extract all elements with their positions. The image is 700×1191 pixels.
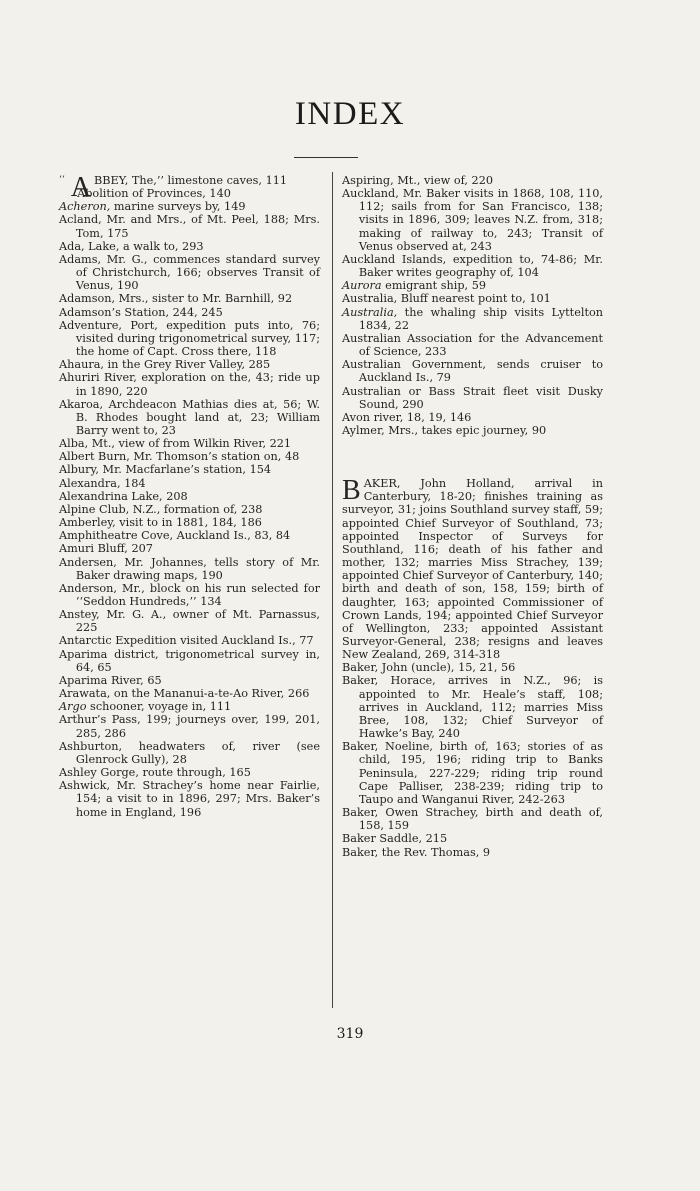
entry-text: Baker, Owen Strachey, birth and death of, 158, 159 [342, 806, 603, 833]
entry-text: the whaling ship visits Lyttelton 1834, 22 [358, 305, 603, 332]
index-entry [59, 213, 320, 239]
entry-text: Adams, Mr. G., commences standard survey of Christchurch, 166; observes Transit of Venus, 190 [59, 252, 320, 293]
index-entry [59, 687, 320, 700]
index-entry [59, 582, 320, 608]
index-entry [59, 700, 320, 713]
entry-text: Baker, the Rev. Thomas, 9 [342, 845, 491, 859]
entry-text: Baker, Horace, arrives in N.Z., 96; is appointed to Mr. Heale’s staff, 108; arrives in Auckland, 112; marries Miss Bree, 108, 132; Chief Surveyor of Hawke’s Bay, 240 [342, 674, 603, 741]
entry-text: Alexandra, 184 [59, 476, 146, 490]
index-entry-baker-john-holland [342, 477, 603, 661]
index-entry [59, 292, 320, 305]
index-entry [59, 503, 320, 516]
entry-italic-name: Aurora [342, 279, 382, 293]
index-entry [59, 200, 320, 213]
right-entry-list [342, 174, 603, 437]
index-entry [59, 187, 320, 200]
index-entry [342, 306, 603, 332]
entry-text: Anstey, Mr. G. A., owner of Mt. Parnassus, 225 [59, 608, 320, 635]
entry-text: Abolition of Provinces, 140 [77, 187, 231, 201]
entry-text: Baker, John (uncle), 15, 21, 56 [342, 661, 516, 675]
entry-text: Amphitheatre Cove, Auckland Is., 83, 84 [59, 529, 291, 543]
index-entry [59, 648, 320, 674]
index-entry [59, 306, 320, 319]
left-column [59, 174, 320, 819]
index-entry [342, 332, 603, 358]
entry-text: Aparima River, 65 [59, 673, 162, 687]
index-entry [59, 634, 320, 647]
entry-text: Anderson, Mr., block on his run selected for ‘‘Seddon Hundreds,’’ 134 [59, 581, 320, 608]
index-entry [342, 279, 603, 292]
entry-text: Baker Saddle, 215 [342, 832, 448, 846]
entry-text: Ada, Lake, a walk to, 293 [59, 239, 204, 253]
index-entry [342, 740, 603, 806]
entry-text: Amuri Bluff, 207 [59, 542, 153, 556]
entry-text: Antarctic Expedition visited Auckland Is., 77 [59, 634, 314, 648]
opening-quote: ‘‘ [59, 175, 65, 185]
index-entry [59, 779, 320, 818]
entry-italic-name: Acheron, [59, 200, 111, 214]
entry-text: Adventure, Port, expedition puts into, 76; visited during trigonometrical survey, 117; the home of Capt. Cross there, 118 [59, 318, 320, 359]
entry-text: Aylmer, Mrs., takes epic journey, 90 [342, 423, 547, 437]
entry-text: Alpine Club, N.Z., formation of, 238 [59, 502, 263, 516]
entry-text: Alba, Mt., view of from Wilkin River, 221 [59, 437, 292, 451]
index-entry [342, 292, 603, 305]
index-entry [342, 806, 603, 832]
entry-text: Australia, Bluff nearest point to, 101 [342, 292, 551, 306]
index-entry [59, 437, 320, 450]
index-entry [342, 661, 603, 674]
entry-text: Baker, Noeline, birth of, 163; stories of as child, 195, 196; riding trip to Banks Peninsula, 227-229; riding trip round Cape Palliser, 238-239; riding trip to Taupo and Wanganui River, 242-263 [342, 740, 603, 806]
index-entry [59, 740, 320, 766]
index-entry [342, 358, 603, 384]
entry-text: Auckland, Mr. Baker visits in 1868, 108, 110, 112; sails from for San Francisco, 138; visits in 1896, 309; leaves N.Z. from, 318; making of railway to, 243; Transit of Venus observed at, 243 [342, 187, 603, 253]
entry-text: emigrant ship, 59 [381, 279, 487, 293]
index-entry [59, 477, 320, 490]
index-entry [59, 766, 320, 779]
page-title: INDEX [294, 96, 406, 132]
entry-text: Acland, Mr. and Mrs., of Mt. Peel, 188; Mrs. Tom, 175 [59, 213, 320, 240]
entry-italic-name: Australia, [342, 305, 398, 319]
entry-text: Australian Government, sends cruiser to Auckland Is., 79 [342, 358, 603, 385]
entry-text: Arawata, on the Mananui-a-te-Ao River, 266 [59, 687, 310, 701]
entry-text: Auckland Islands, expedition to, 74-86; Mr. Baker writes geography of, 104 [342, 252, 603, 280]
entry-text: Ashley Gorge, route through, 165 [59, 766, 251, 780]
index-entry [59, 358, 320, 371]
entry-text: Australian Association for the Advancement of Science, 233 [342, 331, 603, 359]
entry-text: Aspiring, Mt., view of, 220 [342, 174, 494, 187]
entry-text: Alexandrina Lake, 208 [59, 489, 188, 503]
index-entry [59, 319, 320, 358]
index-entry [59, 490, 320, 503]
entry-text: Arthur’s Pass, 199; journeys over, 199, 201, 285, 286 [59, 713, 320, 740]
index-entry [342, 385, 603, 411]
index-entry [342, 253, 603, 279]
entry-text: Albert Burn, Mr. Thomson’s station on, 48 [59, 450, 300, 464]
entry-text: schooner, voyage in, 111 [86, 700, 232, 714]
entry-text: Australian or Bass Strait fleet visit Dusky Sound, 290 [342, 384, 603, 411]
entry-italic-name: Argo [59, 700, 87, 714]
index-entry [59, 713, 320, 739]
entry-text: AKER, John Holland, arrival in Canterbury, 18-20; finishes training as surveyor, 31; joins Southland survey staff, 59; appointed Chief Surveyor of Southland, 73; appointed Inspector of Surveys for Southland, 116; death of his father and mother, 132; marries Miss Strachey, 139; appointed Chief Surveyor of Canterbury, 140; birth and death of son, 158, 159; birth of daughter, 163; appointed Commissioner of Crown Lands, 194; appointed Chief Surveyor of Wellington, 233; appointed Assistant Surveyor-General, 238; resigns and leaves New Zealand, 269, 314-318 [342, 477, 603, 662]
b-entry-list [342, 661, 603, 858]
entry-text: BBEY, The,’’ limestone caves, 111 [93, 174, 288, 187]
drop-cap-a: A [70, 172, 91, 203]
index-entry [59, 674, 320, 687]
entry-text: Albury, Mr. Macfarlane’s station, 154 [59, 463, 272, 477]
index-entry [59, 608, 320, 634]
index-entry [59, 529, 320, 542]
entry-text: Avon river, 18, 19, 146 [342, 410, 472, 424]
page-number: 319 [336, 1026, 364, 1042]
column-divider [332, 172, 333, 1008]
title-rule [294, 157, 358, 158]
entry-text: Ahuriri River, exploration on the, 43; ride up in 1890, 220 [59, 371, 320, 398]
entry-text: Ashwick, Mr. Strachey’s home near Fairlie, 154; a visit to in 1896, 297; Mrs. Baker’s home in England, 196 [59, 779, 320, 819]
index-entry [342, 187, 603, 253]
index-entry [59, 463, 320, 476]
index-entry [59, 542, 320, 555]
index-entry [342, 846, 603, 859]
left-entry-list [59, 187, 320, 819]
index-entry [342, 832, 603, 845]
index-entry [59, 556, 320, 582]
entry-text: Adamson, Mrs., sister to Mr. Barnhill, 92 [59, 292, 293, 306]
index-entry [342, 424, 603, 437]
entry-text: marine surveys by, 149 [110, 200, 246, 214]
entry-text: Akaroa, Archdeacon Mathias dies at, 56; W. B. Rhodes bought land at, 23; William Barry went to, 23 [59, 397, 320, 437]
entry-text: Ashburton, headwaters of, river (see Glenrock Gully), 28 [59, 739, 320, 766]
index-entry [59, 240, 320, 253]
index-entry [59, 516, 320, 529]
index-entry [59, 253, 320, 292]
right-column [342, 174, 603, 859]
index-entry [342, 674, 603, 740]
index-entry [59, 450, 320, 463]
index-entry [342, 174, 603, 187]
drop-cap-b: B [342, 475, 361, 507]
entry-text: Ahaura, in the Grey River Valley, 285 [59, 358, 271, 372]
entry-text: Aparima district, trigonometrical survey in, 64, 65 [59, 647, 320, 674]
index-entry [59, 398, 320, 437]
index-entry [59, 371, 320, 397]
entry-text: Adamson’s Station, 244, 245 [59, 305, 223, 319]
index-entry [342, 411, 603, 424]
entry-text: Andersen, Mr. Johannes, tells story of Mr. Baker drawing maps, 190 [59, 555, 320, 582]
entry-text: Amberley, visit to in 1881, 184, 186 [59, 516, 262, 530]
